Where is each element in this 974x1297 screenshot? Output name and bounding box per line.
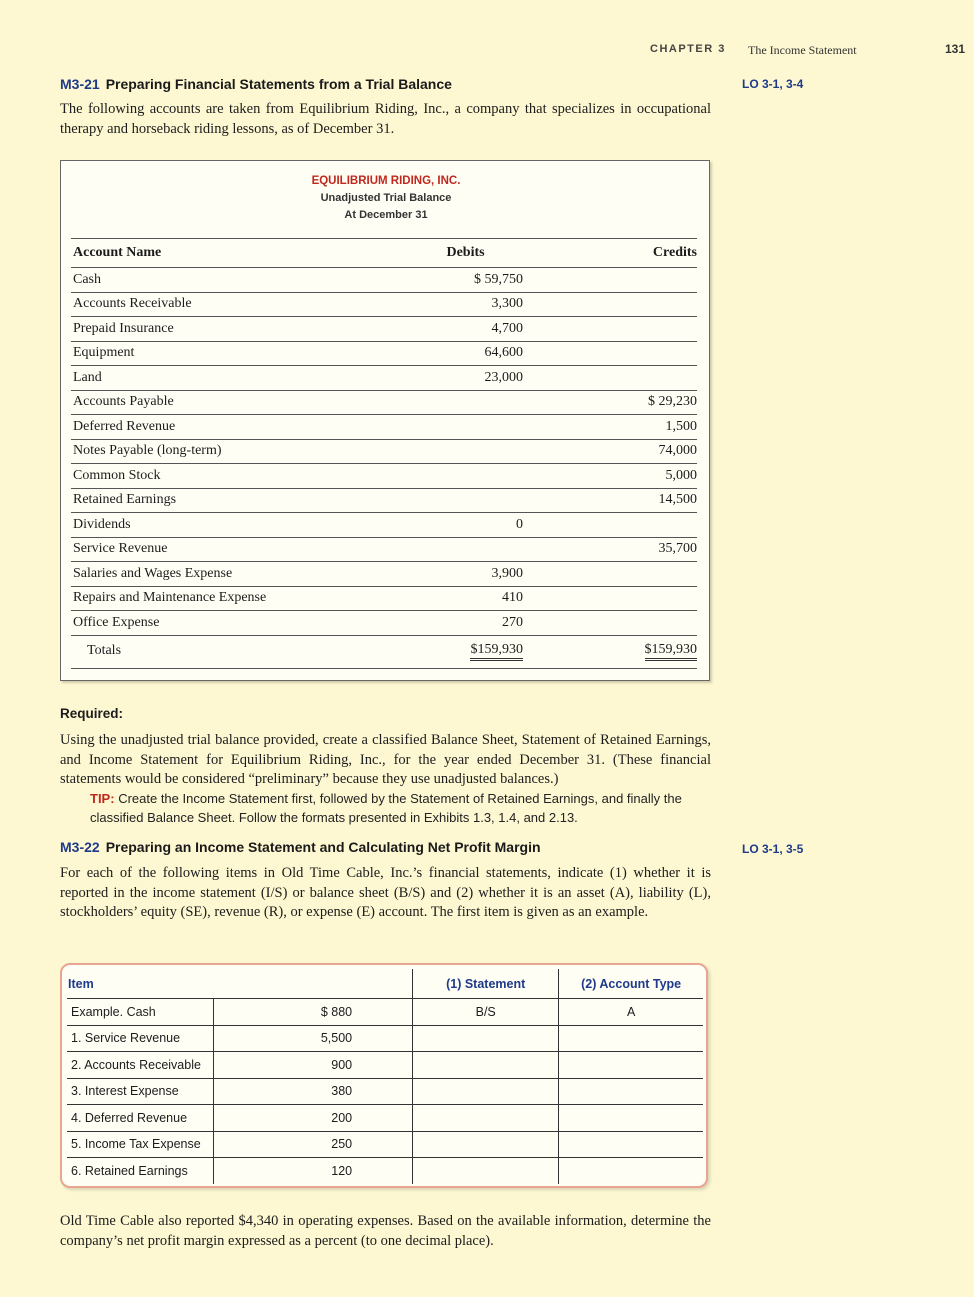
- credit-value: $ 29,230: [523, 390, 697, 415]
- table-row: [67, 1131, 703, 1158]
- company-name: EQUILIBRIUM RIDING, INC.: [311, 175, 461, 187]
- col-debits: Debits: [406, 239, 523, 268]
- closing-text: Old Time Cable also reported $4,340 in operating expenses. Based on the available information, determine the company’s net profit margin expressed as a percent (to one decimal place).: [60, 1213, 711, 1249]
- credit-value: 35,700: [523, 537, 697, 562]
- table-row: [71, 268, 697, 293]
- debit-value: 270: [406, 611, 523, 636]
- item-value: $ 880: [214, 999, 413, 1026]
- statement-answer: [413, 1025, 559, 1052]
- account-name: Accounts Receivable: [71, 292, 406, 317]
- table-bottom-rule: [71, 668, 697, 669]
- table-row: [71, 464, 697, 489]
- table-row: [71, 537, 697, 562]
- item-name: 1. Service Revenue: [67, 1025, 214, 1052]
- table-row: [71, 488, 697, 513]
- item-name: 2. Accounts Receivable: [67, 1052, 214, 1079]
- item-value: 900: [214, 1052, 413, 1079]
- credit-value: [523, 611, 697, 636]
- credit-value: 1,500: [523, 415, 697, 440]
- required-text: Using the unadjusted trial balance provided, create a classified Balance Sheet, Statement of Retained Earnings, and Income Statement for Equilibrium Riding, Inc., for the year ended December 31. (These financial statements would be considered “preliminary” because they use unadjusted balances.): [60, 732, 711, 787]
- trial-balance-panel: [60, 160, 710, 681]
- account-name: Common Stock: [71, 464, 406, 489]
- learning-objective: LO 3-1, 3-4: [742, 77, 804, 91]
- credit-value: 5,000: [523, 464, 697, 489]
- item-name: 3. Interest Expense: [67, 1078, 214, 1105]
- tip-text: Create the Income Statement first, followed by the Statement of Retained Earnings, and finally the classified Balance Sheet. Follow the formats presented in Exhibits 1.3, 1.4, and 2.13.: [90, 791, 682, 825]
- problem-intro: For each of the following items in Old Time Cable, Inc.’s financial statements, indicate (1) whether it is reported in the income statement (I/S) or balance sheet (B/S) and (2) whether it is an asset (A), liability (L), stockholders’ equity (SE), revenue (R), or expense (E) account. The first item is given as an example.: [60, 865, 711, 920]
- col-credits: Credits: [523, 239, 697, 268]
- debit-value: 410: [406, 586, 523, 611]
- account-name: Repairs and Maintenance Expense: [71, 586, 406, 611]
- debit-value: 4,700: [406, 317, 523, 342]
- chapter-title: The Income Statement: [748, 43, 857, 57]
- credit-value: [523, 292, 697, 317]
- account-name: Equipment: [71, 341, 406, 366]
- table-row: [71, 366, 697, 391]
- debit-value: 0: [406, 513, 523, 538]
- table-row: [71, 341, 697, 366]
- debit-value: 23,000: [406, 366, 523, 391]
- page-number: 131: [945, 42, 966, 56]
- account-type-answer: [559, 1078, 703, 1105]
- statement-answer: [413, 1078, 559, 1105]
- totals-label: Totals: [87, 643, 122, 658]
- item-table-panel: [60, 963, 708, 1188]
- item-value: 250: [214, 1131, 413, 1158]
- item-name: 6. Retained Earnings: [67, 1158, 214, 1184]
- item-value: 200: [214, 1105, 413, 1132]
- account-type-answer: [559, 1025, 703, 1052]
- debit-value: 3,900: [406, 562, 523, 587]
- credit-value: 14,500: [523, 488, 697, 513]
- tip: [90, 790, 711, 827]
- required-label: Required:: [60, 706, 124, 721]
- totals-row: [71, 635, 697, 667]
- statement-answer: [413, 1131, 559, 1158]
- item-value: 380: [214, 1078, 413, 1105]
- credit-value: [523, 562, 697, 587]
- table-row: [71, 292, 697, 317]
- col-account-name: Account Name: [71, 239, 406, 268]
- debit-value: [406, 464, 523, 489]
- account-type-answer: [559, 1105, 703, 1132]
- table-row: [71, 611, 697, 636]
- debit-value: [406, 537, 523, 562]
- trial-balance-date: At December 31: [344, 209, 428, 221]
- item-name: 4. Deferred Revenue: [67, 1105, 214, 1132]
- statement-answer: [413, 1105, 559, 1132]
- debit-value: 64,600: [406, 341, 523, 366]
- table-row: [71, 439, 697, 464]
- debit-value: [406, 415, 523, 440]
- problem-number: M3-22: [60, 839, 100, 855]
- account-type-answer: [559, 1158, 703, 1184]
- credit-value: [523, 366, 697, 391]
- credit-value: [523, 317, 697, 342]
- item-name: 5. Income Tax Expense: [67, 1131, 214, 1158]
- table-row: [71, 390, 697, 415]
- account-name: Cash: [71, 268, 406, 293]
- account-type-answer: [559, 1052, 703, 1079]
- problem-title: Preparing Financial Statements from a Trial Balance: [105, 76, 452, 92]
- debit-value: $ 59,750: [406, 268, 523, 293]
- credit-value: [523, 513, 697, 538]
- table-row: [67, 1078, 703, 1105]
- account-type-answer: A: [559, 999, 703, 1026]
- item-name: Example. Cash: [67, 999, 214, 1026]
- table-row: [67, 999, 703, 1026]
- trial-balance-table: [71, 238, 697, 667]
- account-name: Prepaid Insurance: [71, 317, 406, 342]
- table-row: [67, 1025, 703, 1052]
- col-account-type: (2) Account Type: [559, 969, 703, 999]
- account-name: Retained Earnings: [71, 488, 406, 513]
- credit-value: 74,000: [523, 439, 697, 464]
- col-statement: (1) Statement: [413, 969, 559, 999]
- account-name: Land: [71, 366, 406, 391]
- problem-title: Preparing an Income Statement and Calculating Net Profit Margin: [105, 839, 541, 855]
- item-value: 120: [214, 1158, 413, 1184]
- total-debits: $159,930: [470, 642, 523, 661]
- credit-value: [523, 268, 697, 293]
- learning-objective: LO 3-1, 3-5: [742, 842, 804, 856]
- col-item: Item: [67, 969, 214, 999]
- table-row: [71, 317, 697, 342]
- account-name: Deferred Revenue: [71, 415, 406, 440]
- tip-label: TIP:: [90, 791, 115, 806]
- item-value: 5,500: [214, 1025, 413, 1052]
- table-row: [67, 1105, 703, 1132]
- col-value: [214, 969, 413, 999]
- debit-value: [406, 439, 523, 464]
- debit-value: [406, 488, 523, 513]
- account-name: Service Revenue: [71, 537, 406, 562]
- statement-answer: [413, 1158, 559, 1184]
- table-row: [71, 586, 697, 611]
- table-row: [71, 562, 697, 587]
- account-name: Office Expense: [71, 611, 406, 636]
- problem-heading-m3-22: [60, 839, 541, 855]
- credit-value: [523, 586, 697, 611]
- debit-value: 3,300: [406, 292, 523, 317]
- chapter-label: CHAPTER 3: [650, 43, 726, 55]
- account-name: Salaries and Wages Expense: [71, 562, 406, 587]
- problem-number: M3-21: [60, 76, 100, 92]
- problem-heading-m3-21: [60, 76, 452, 92]
- trial-balance-subtitle: Unadjusted Trial Balance: [320, 192, 452, 204]
- debit-value: [406, 390, 523, 415]
- item-table: [67, 969, 703, 1184]
- statement-answer: B/S: [413, 999, 559, 1026]
- statement-answer: [413, 1052, 559, 1079]
- table-row: [71, 415, 697, 440]
- account-name: Dividends: [71, 513, 406, 538]
- problem-intro: The following accounts are taken from Equilibrium Riding, Inc., a company that specializes in occupational therapy and horseback riding lessons, as of December 31.: [60, 101, 711, 137]
- account-type-answer: [559, 1131, 703, 1158]
- account-name: Notes Payable (long-term): [71, 439, 406, 464]
- total-credits: $159,930: [645, 642, 698, 661]
- table-row: [67, 1052, 703, 1079]
- account-name: Accounts Payable: [71, 390, 406, 415]
- table-row: [67, 1158, 703, 1184]
- credit-value: [523, 341, 697, 366]
- table-row: [71, 513, 697, 538]
